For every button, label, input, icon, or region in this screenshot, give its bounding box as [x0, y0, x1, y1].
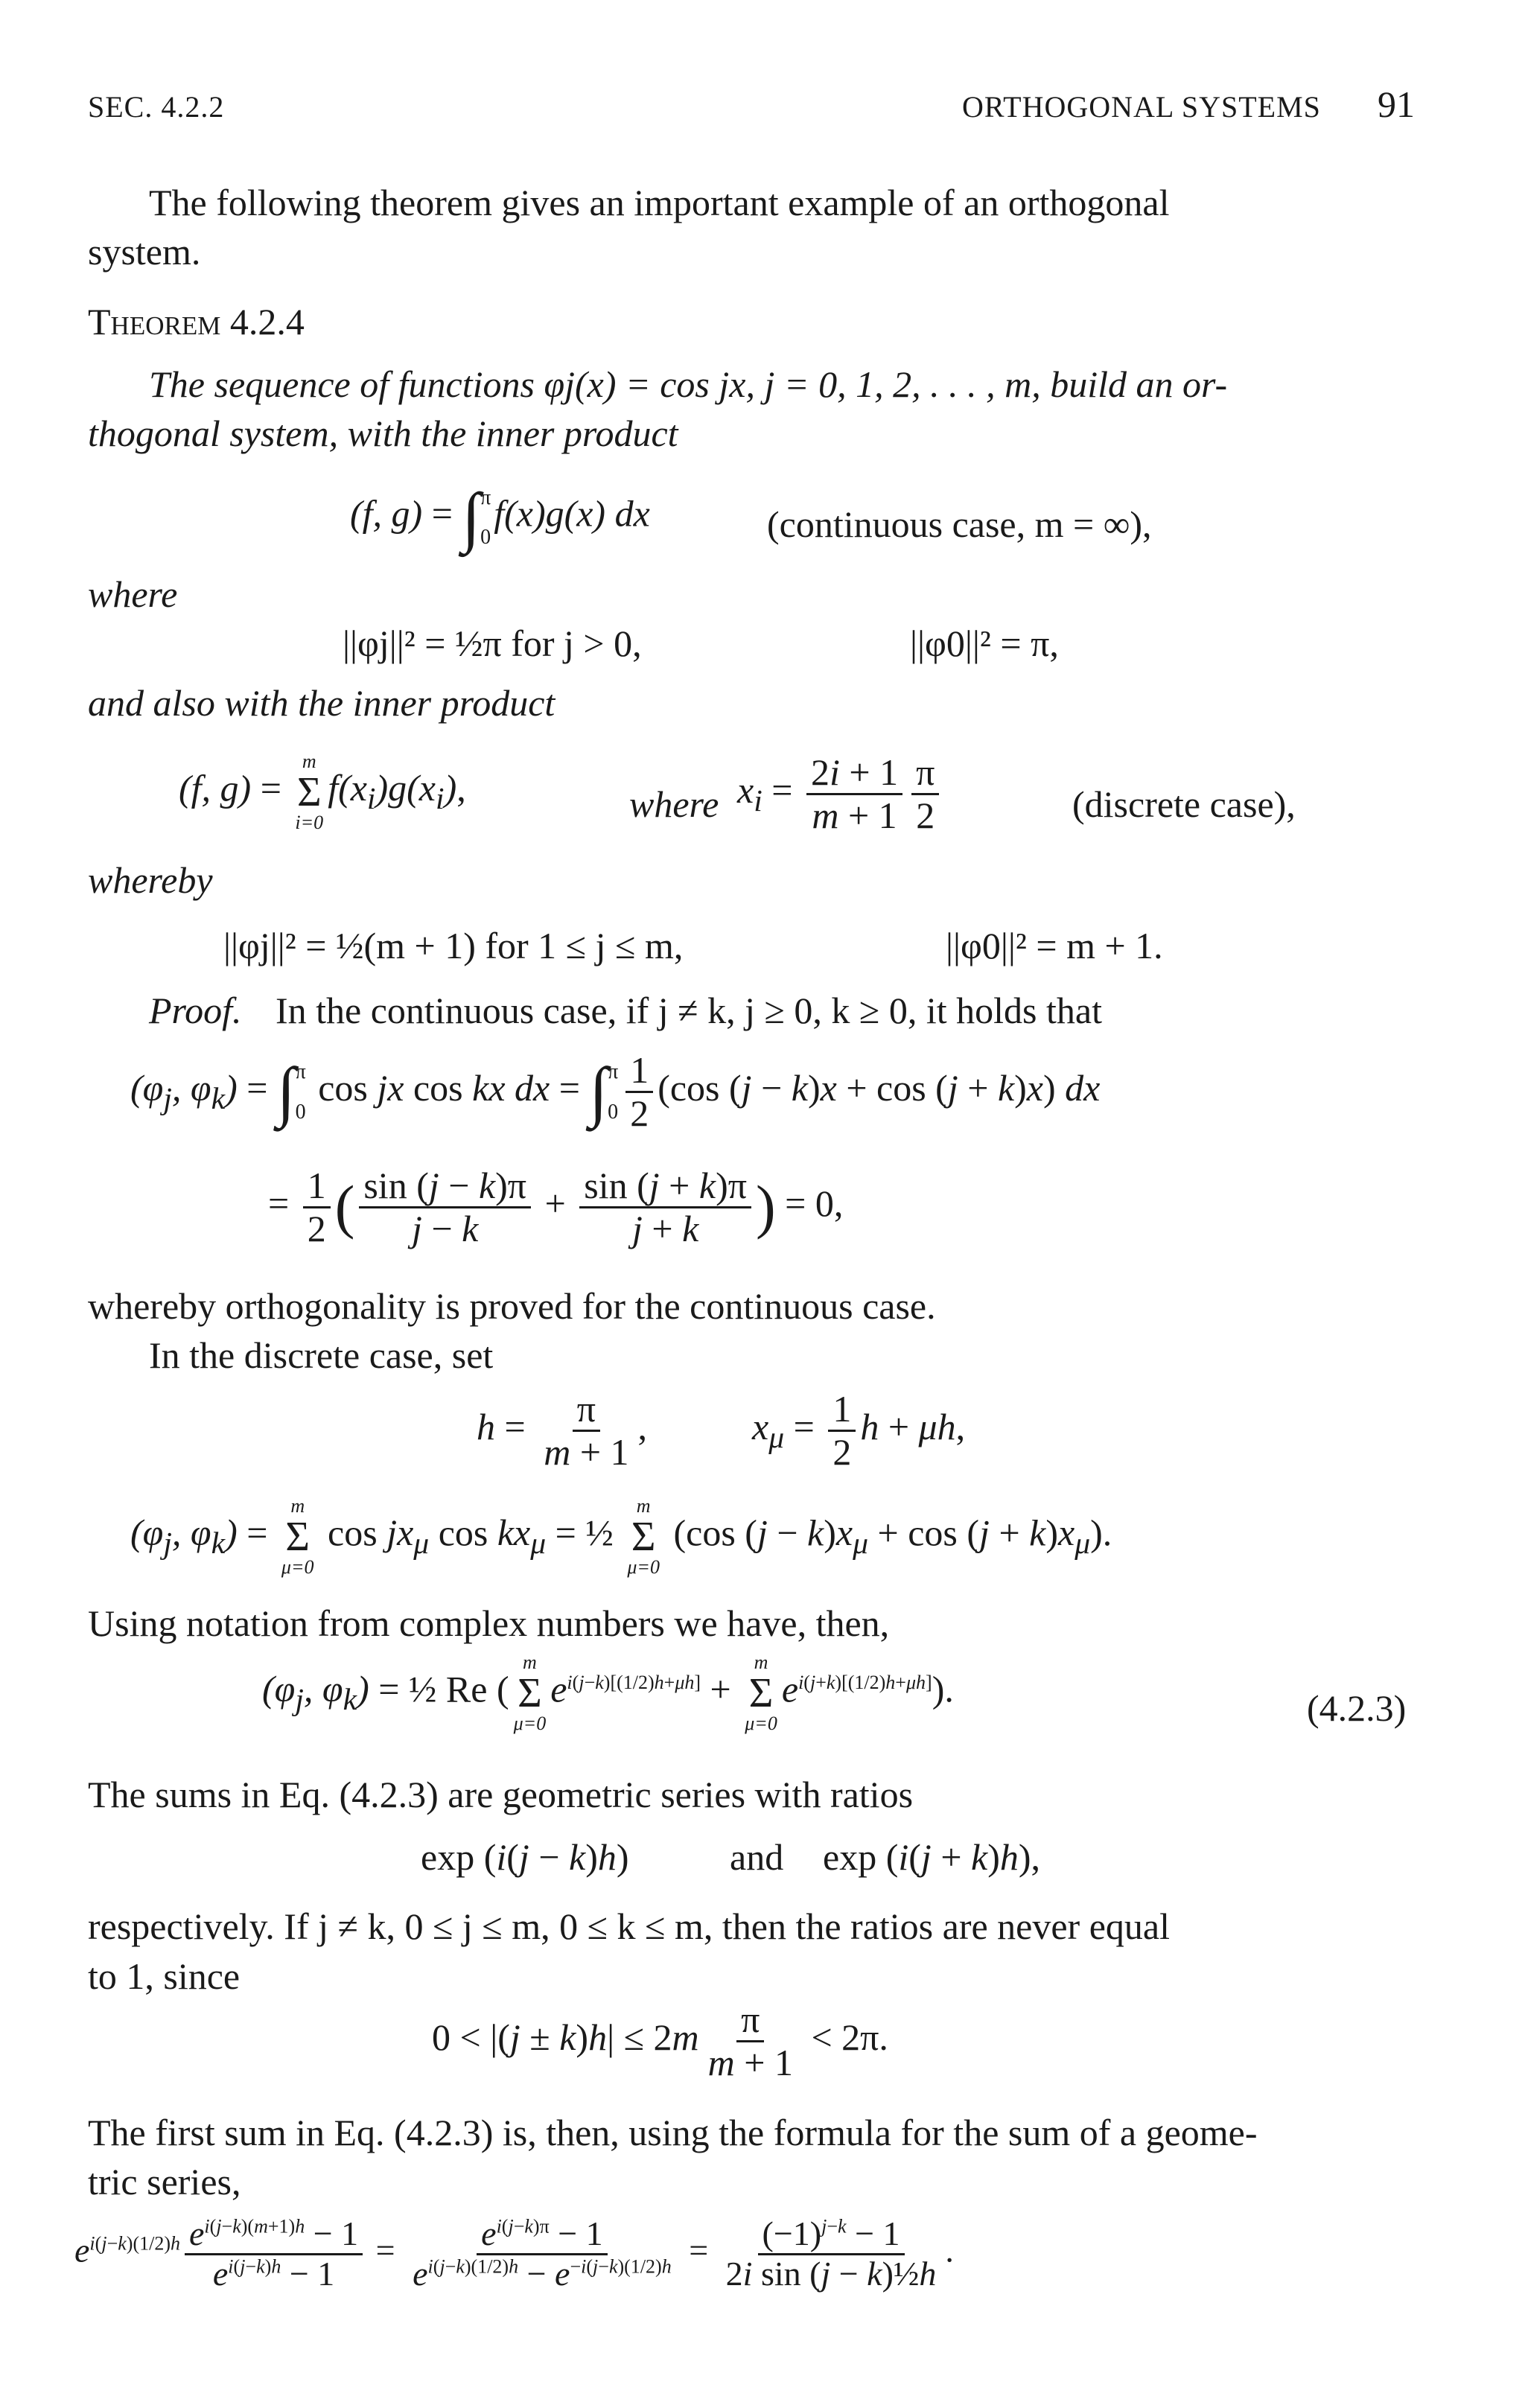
eq-h-definition: h = $\frac{\pi}{m + 1}$ ,: [477, 1388, 648, 1473]
orthogonality-continuous: whereby orthogonality is proved for the continuous case.: [88, 1285, 936, 1327]
eq-xmu-definition: $x_\mu$ = $\frac{1}{2}$ h + μh,: [752, 1388, 966, 1473]
proof-line-1: In the continuous case, if j ≠ k, j ≥ 0, k ≥ 0, it holds that: [276, 990, 1102, 1031]
whereby-label: whereby: [88, 859, 213, 901]
to-one-line: to 1, since: [88, 1955, 241, 1997]
eq-inner-product-discrete: (f, g) = m Σ i=0 $f(x_i)g(x_i)$,: [179, 751, 466, 833]
geometric-series-line: The sums in Eq. (4.2.3) are geometric series with ratios: [88, 1774, 914, 1815]
eq-ratio-bound: 0 < |(j ± k)h| ≤ 2m $\frac{\pi}{m + 1}$ < 2π.: [432, 1998, 888, 2083]
continuous-case-note: (continuous case, m = ∞),: [767, 503, 1152, 545]
discrete-case-note: (discrete case),: [1072, 783, 1296, 825]
norm-discrete: ||φj||² = ½(m + 1) for 1 ≤ j ≤ m,: [223, 925, 684, 966]
page-number: 91: [1378, 83, 1415, 125]
eq-complex-form: ($\varphi_j$, $\varphi_k$) = ½ Re ( m Σ μ=0 $e^{i(j-k)[(1/2)h+\mu h]}$ + m Σ μ=0 $e^{i(j+k)[(1/2)h+\mu h]}$).: [262, 1651, 954, 1734]
where-xi-label: where: [629, 783, 719, 825]
equation-number: (4.2.3): [1307, 1687, 1407, 1729]
eq-orthogonality-integral: ($\varphi_j$, $\varphi_k$) = ∫ π 0 cos jx cos kx dx = ∫ π 0 $\frac{1}{2}$ (cos (j − k)x + cos (j + k)x) dx: [130, 1049, 1101, 1134]
eq-geometric-sum: $e^{i(j-k)(1/2)h}$ $\frac{e^{i(j-k)(m+1)h} - 1}{e^{i(j-k)h} - 1}$ = $\frac{e^{i(j-k)\pi} - 1}{e^{i(j-k)(1/2)h} - e^{-i(j-k)(1/2)h}}$ = $\frac{(-1)^{j-k} - 1}{\text{2i sin (j − k)½h}}$ .: [74, 2214, 954, 2293]
first-sum-line-1: The first sum in Eq. (4.2.3) is, then, using the formula for the sum of a geome-: [88, 2112, 1258, 2153]
eq-ratio-2: exp (i(j + k)h),: [823, 1836, 1041, 1878]
intro-line-2: system.: [88, 231, 201, 273]
discrete-set: In the discrete case, set: [149, 1334, 494, 1376]
proof-label: Proof.: [149, 990, 242, 1031]
first-sum-line-2: tric series,: [88, 2161, 241, 2202]
norm-continuous: ||φj||² = ½π for j > 0,: [343, 622, 642, 664]
running-header-title: ORTHOGONAL SYSTEMS: [962, 90, 1321, 124]
respectively-line: respectively. If j ≠ k, 0 ≤ j ≤ m, 0 ≤ k ≤ m, then the ratios are never equal: [88, 1905, 1170, 1947]
ratios-and: and: [730, 1836, 784, 1878]
norm0-continuous: ||φ0||² = π,: [910, 622, 1059, 664]
theorem-label: Theorem 4.2.4: [88, 301, 305, 343]
eq-discrete-inner-product: ($\varphi_j$, $\varphi_k$) = m Σ μ=0 $\cos jx_\mu$ $\cos kx_\mu$ = ½ m Σ μ=0 (cos $(j - k)x_\mu + \cos (j + k)x_\mu$).: [130, 1495, 1112, 1578]
eq-xi-definition: $x_i$ = $\frac{2i + 1}{m + 1}$ $\frac{\pi}{2}$: [737, 752, 943, 836]
intro-line-1: The following theorem gives an important example of an orthogonal: [149, 182, 1170, 223]
eq-ratio-1: exp (i(j − k)h): [421, 1836, 629, 1878]
also-inner-product: and also with the inner product: [88, 682, 555, 724]
theorem-statement-1: The sequence of functions φj(x) = cos jx, j = 0, 1, 2, . . . , m, build an or-: [149, 363, 1228, 405]
theorem-statement-2: thogonal system, with the inner product: [88, 413, 678, 454]
eq-inner-product-continuous: (f, g) = ∫ π 0 f(x)g(x) dx: [350, 480, 650, 554]
running-header-section: SEC. 4.2.2: [88, 90, 225, 124]
eq-orthogonality-result: = $\frac{1}{2}$ ( $\frac{\sin (j - k)\pi}{j - k}$ + $\frac{\sin (j + k)\pi}{j + k}$ ) = 0,: [268, 1165, 844, 1249]
where-label: where: [88, 573, 178, 615]
norm0-discrete: ||φ0||² = m + 1.: [946, 925, 1163, 966]
complex-note: Using notation from complex numbers we have, then,: [88, 1602, 890, 1644]
